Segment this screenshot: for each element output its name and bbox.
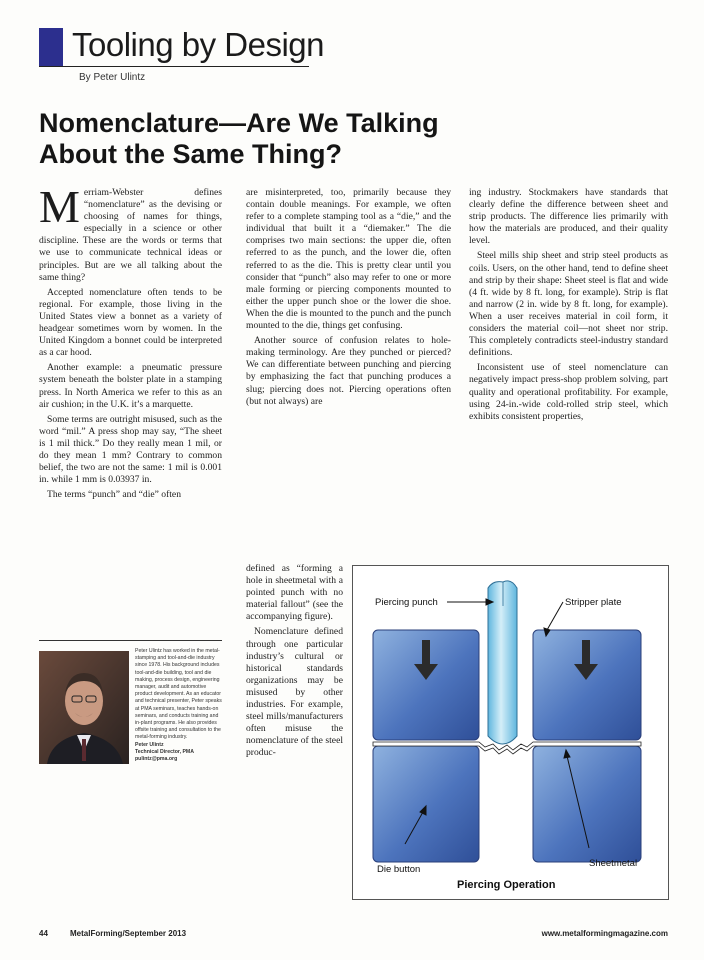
department-color-bar — [39, 28, 63, 66]
paragraph: Steel mills ship sheet and strip steel products as coils. Users, on the other hand, tend to define sheet and strip by their shape: Sheet steel is flat and wide (4 ft. wide by 8 ft. long, for example). Strip is flat and narrow (2 in. wide by 8 ft. long, for example). When a user receives material in coil form, it considers the material coil—not sheet nor strip. This completely contradicts steel-industry standard definitions. — [469, 250, 668, 359]
figure-caption: Piercing Operation — [457, 879, 556, 891]
piercing-operation-figure — [352, 565, 669, 900]
article-column-1 — [39, 187, 222, 611]
page-number: 44 — [39, 929, 48, 938]
label-die-button: Die button — [377, 864, 421, 875]
label-sheetmetal: Sheetmetal — [589, 858, 638, 869]
author-email[interactable]: pulintz@pma.org — [135, 756, 178, 763]
author-name: Peter Ulintz — [135, 741, 164, 748]
die-button-left — [373, 746, 479, 862]
author-bio: Peter Ulintz has worked in the metal-stamping and tool-and-die industry since 1978. His background includes tool-and-die building, tool and die making, process design, engineering manager, audit and automotive product development. As an educator and technical presenter, Peter speaks at PMA seminars, teaches hands-on seminars, and conducts training and in-plant programs. He also provides offsite training and consultation to the metal-forming industry. Peter Ulintz Technical Director, PMA pulintz@pma.org — [135, 648, 222, 763]
author-photo — [39, 651, 129, 764]
article-headline: Nomenclature—Are We Talking About the Same Thing? — [39, 108, 439, 169]
paragraph: are misinterpreted, too, primarily because they contain double meanings. For example, we often refer to a complete stamping tool as a “die,” and the individual that built it a “diemaker.” The die comprises two main sections: the upper die, often referred to as the punch, and the lower die, often referred to as the die. This is pretty clear until you consider that “punch” also may refer to one or more male forming or piercing components mounted to either the upper punch shoe or the lower die shoe. When the die is mounted to the punch and the punch mounted to the die, things get confusing. — [246, 187, 451, 332]
publication-url[interactable]: www.metalformingmagazine.com — [541, 929, 668, 938]
paragraph: Another example: a pneumatic pressure system beneath the bolster plate in a stamping press. In North America we refer to this as an air cushion; in the U.K. it’s a marquette. — [39, 362, 222, 410]
paragraph: Nomenclature defined through one particular industry’s cultural or historical standards organizations may be misused by other industries. For example, steel mills/manufacturers often misuse the nomenclature of the steel produc- — [246, 626, 343, 759]
byline: By Peter Ulintz — [79, 72, 146, 83]
paragraph: Merriam-Webster defines “nomenclature” as the devising or choosing of names for things, especially in a science or other discipline. These are the words or terms that we use to communicate technical ideas or principles. But are we all talking about the same thing? — [39, 187, 222, 283]
author-title: Technical Director, PMA — [135, 748, 194, 755]
paragraph: The terms “punch” and “die” often — [47, 489, 181, 501]
department-title: Tooling by Design — [72, 26, 324, 63]
paragraph: Another source of confusion relates to hole-making terminology. Are they punched or pierced? We can differentiate between punching and piercing by emphasizing the fact that punching produces a slug; piercing does not. Piercing operations often (but not always) are — [246, 335, 451, 407]
publication-date: MetalForming/September 2013 — [70, 929, 187, 938]
paragraph: Accepted nomenclature often tends to be regional. For example, those living in the United States view a bonnet as a variety of headgear sometimes worn by women. In the United Kingdom a bonnet could be interpreted as a car hood. — [39, 286, 222, 359]
bio-divider — [39, 640, 222, 641]
label-stripper-plate: Stripper plate — [565, 597, 622, 608]
piercing-punch — [488, 581, 517, 744]
article-column-2 — [246, 187, 451, 561]
paragraph: Inconsistent use of steel nomenclature can negatively impact press-shop problem solving, part quality and operational profitability. For example, using 24-in.-wide cold-rolled strip steel, which exhibits consistent properties, — [469, 362, 668, 422]
article-column-3 — [469, 187, 668, 561]
label-piercing-punch: Piercing punch — [375, 597, 438, 608]
article-column-2-narrow — [246, 563, 343, 917]
die-button-right — [533, 746, 641, 862]
paragraph: ing industry. Stockmakers have standards that clearly define the difference between sheet and strip products. The difference lies primarily with how the materials are produced, and their quality level. — [469, 187, 668, 247]
department-rule — [39, 66, 309, 67]
paragraph: Some terms are outright misused, such as the word “mil.” A press shop may say, “The sheet is 1 mil thick.” Do they really mean 1 mil, or do they mean 1 mm? Contrary to common belief, the two are not the same: 1 mil is 0.001 in. while 1 mm is 0.03937 in. — [39, 413, 222, 486]
drop-cap: M — [39, 187, 80, 232]
paragraph: defined as “forming a hole in sheetmetal with a pointed punch with no material fallout” (see the accompanying figure). — [246, 563, 343, 623]
